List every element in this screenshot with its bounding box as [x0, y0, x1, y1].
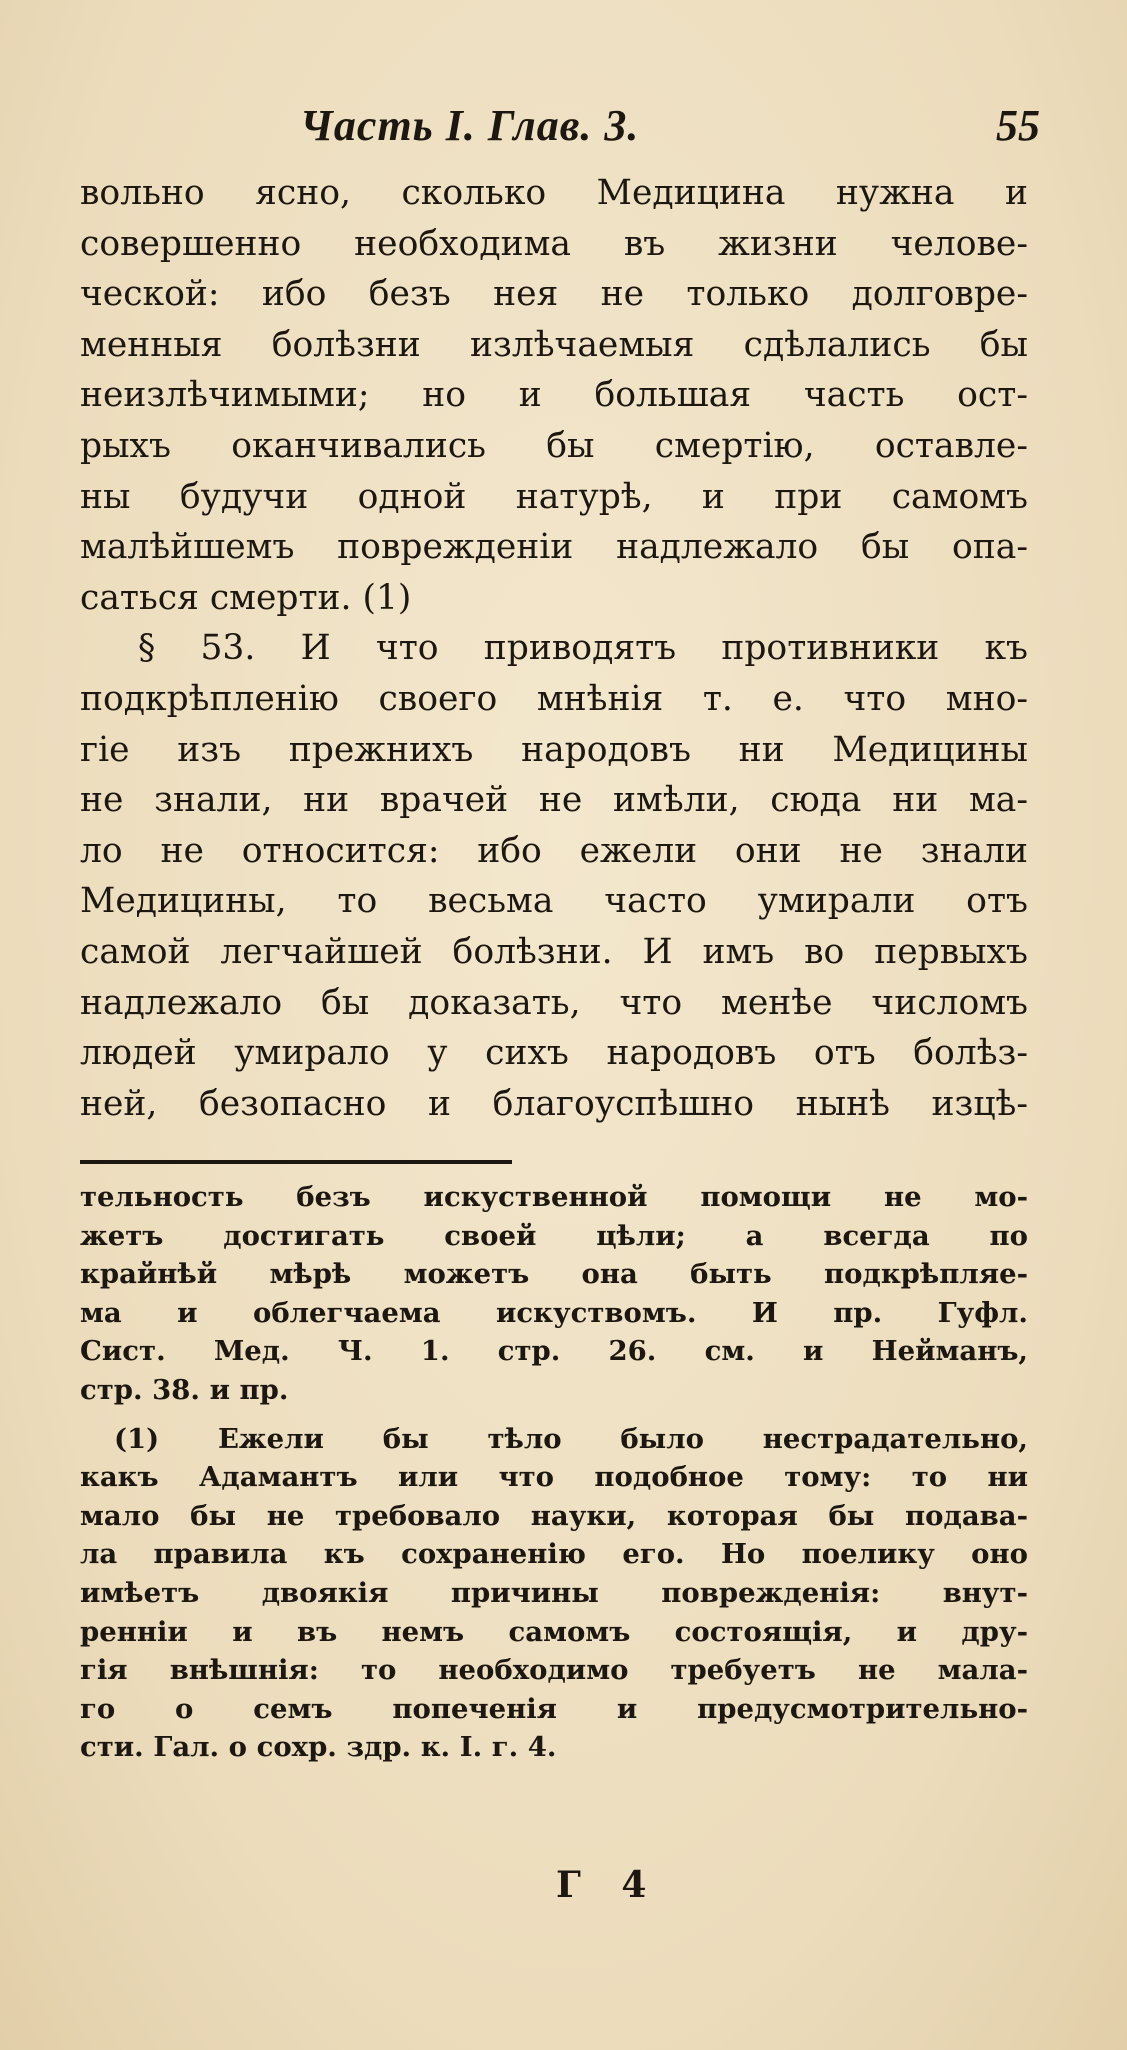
text-line: ней, безопасно и благоуспѣшно нынѣ изцѣ-	[80, 1083, 1028, 1124]
footnote-line: мало бы не требовало науки, которая бы подава-	[80, 1499, 1028, 1532]
text-line: подкрѣпленію своего мнѣнія т. е. что мно-	[80, 678, 1028, 719]
text-line: менныя болѣзни излѣчаемыя сдѣлались бы	[80, 324, 1028, 365]
footnote-line: стр. 38. и пр.	[80, 1373, 289, 1406]
text-line: гіе изъ прежнихъ народовъ ни Медицины	[80, 729, 1028, 770]
text-line: Медицины, то весьма часто умирали отъ	[80, 881, 1028, 922]
running-title: Часть I. Глав. 3.	[300, 101, 640, 150]
text-line: ческой: ибо безъ нея не только долговре-	[80, 274, 1028, 315]
text-line: неизлѣчимыми; но и большая часть ост-	[80, 375, 1028, 416]
text-line: саться смерти. (1)	[80, 577, 412, 618]
footnote-line: какъ Адамантъ или что подобное тому: то ни	[80, 1461, 1028, 1494]
footnote-line: ренніи и въ немъ самомъ состоящія, и дру-	[80, 1615, 1028, 1648]
text-line: ло не относится: ибо ежели они не знали	[80, 830, 1028, 871]
footnote-line: сти. Гал. о сохр. здр. к. I. г. 4.	[80, 1731, 557, 1764]
footnote-line: тельность безъ искуственной помощи не мо-	[80, 1181, 1028, 1213]
text-line: рыхъ оканчивались бы смертію, оставле-	[80, 425, 1028, 466]
printer-signature: Г 4	[556, 1864, 661, 1906]
footnote-line: ма и облегчаема искуствомъ. И пр. Гуфл.	[80, 1296, 1028, 1329]
page-number: 55	[996, 101, 1040, 150]
footnote-rule	[80, 1160, 512, 1164]
text-line: людей умирало у сихъ народовъ отъ болѣз-	[80, 1033, 1028, 1074]
text-line: совершенно необходима въ жизни челове-	[80, 223, 1028, 264]
text-line: не знали, ни врачей не имѣли, сюда ни ма-	[80, 780, 1028, 821]
text-line: надлежало бы доказать, что менѣе числомъ	[80, 982, 1028, 1023]
footnotes	[80, 1178, 1028, 1767]
text-line: самой легчайшей болѣзни. И имъ во первыхъ	[80, 931, 1028, 972]
text-line: малѣйшемъ поврежденіи надлежало бы опа-	[80, 527, 1028, 568]
footnote-line: гія внѣшнія: то необходимо требуетъ не мала-	[80, 1654, 1028, 1687]
footnote-start-line: (1) Ежели бы тѣло было нестрадательно,	[114, 1422, 1028, 1455]
text-line: ны будучи одной натурѣ, и при самомъ	[80, 476, 1028, 517]
footnote-line: крайнѣй мѣрѣ можетъ она быть подкрѣпляе-	[80, 1258, 1028, 1291]
running-header	[300, 100, 1040, 160]
text-line: вольно ясно, сколько Медицина нужна и	[80, 173, 1028, 213]
footnote-line: го о семъ попеченія и предусмотрительно-	[80, 1692, 1028, 1725]
paragraph-start-line: § 53. И что приводятъ противники къ	[138, 628, 1028, 669]
footnote-line: имѣетъ двоякія причины поврежденія: внут-	[80, 1576, 1028, 1609]
footnote-line: ла правила къ сохраненію его. Но поелику оно	[80, 1538, 1028, 1571]
footnote-line: жетъ достигать своей цѣли; а всегда по	[80, 1219, 1028, 1252]
footnote-line: Сист. Мед. Ч. 1. стр. 26. см. и Нейманъ,	[80, 1335, 1028, 1368]
main-text	[80, 168, 1028, 1129]
